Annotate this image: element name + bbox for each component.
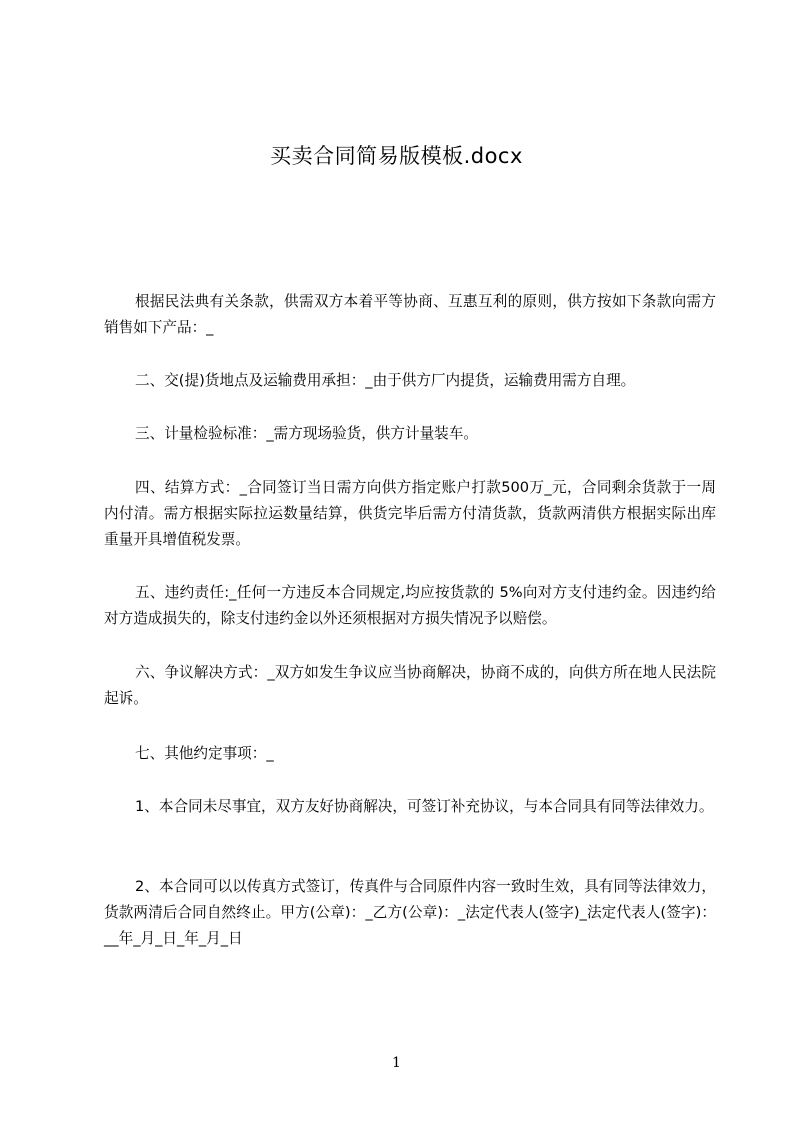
paragraph-inspection: 三、计量检验标准：_需方现场验货，供方计量装车。 [135, 425, 478, 442]
paragraph-dispute: 六、争议解决方式：_双方如发生争议应当协商解决，协商不成的，向供方所在地人民法院起诉。 [104, 664, 716, 707]
paragraph-settlement: 四、结算方式：_合同签订当日需方向供方指定账户打款500万_元，合同剩余货款于一周内付清。需方根据实际拉运数量结算，供货完毕后需方付清货款，货款两清供方根据实际出库重量开具增值税发票。 [104, 479, 716, 548]
paragraph-liability: 五、违约责任:_任何一方违反本合同规定,均应按货款的 5%向对方支付违约金。因违约给对方造成损失的，除支付违约金以外还须根据对方损失情况予以赔偿。 [104, 584, 716, 627]
paragraph-clause-1: 1、本合同未尽事宜，双方友好协商解决，可签订补充协议，与本合同具有同等法律效力。 [135, 798, 714, 815]
paragraph-intro: 根据民法典有关条款，供需双方本着平等协商、互惠互利的原则，供方按如下条款向需方销售如下产品：_ [104, 293, 716, 336]
paragraph-clause-2: 2、本合同可以以传真方式签订，传真件与合同原件内容一致时生效，具有同等法律效力，货款两清后合同自然终止。甲方(公章)：_乙方(公章)：_法定代表人(签字)_法定代表人(签字)：__年_月_日_年_月_日 [104, 878, 716, 947]
paragraph-other-terms: 七、其他约定事项：_ [135, 745, 274, 762]
paragraph-delivery: 二、交(提)货地点及运输费用承担：_由于供方厂内提货，运输费用需方自理。 [135, 372, 636, 389]
document-title: 买卖合同简易版模板.docx [270, 144, 523, 168]
page-number: 1 [392, 1055, 401, 1071]
